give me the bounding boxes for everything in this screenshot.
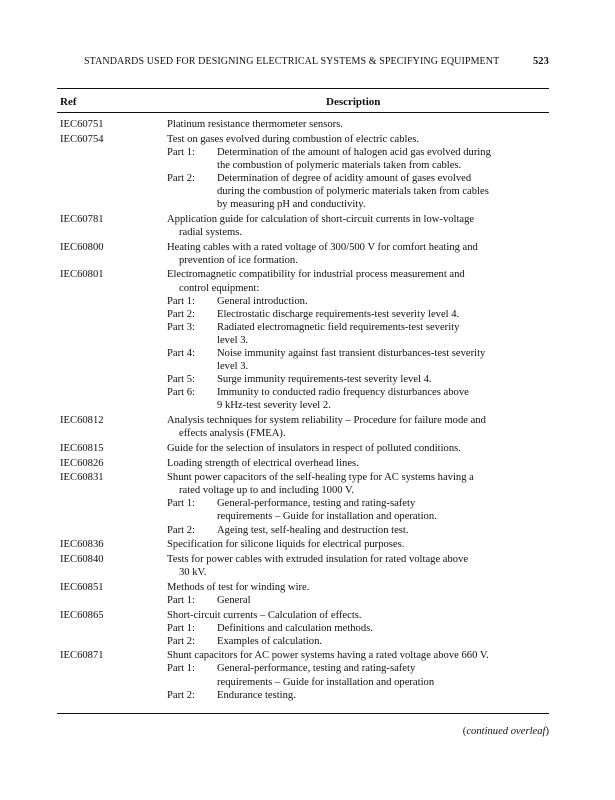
part-description: General-performance, testing and rating-safety xyxy=(217,498,416,510)
table-row-part xyxy=(60,594,550,607)
part-description: level 3. xyxy=(217,361,249,373)
table-row xyxy=(60,118,550,131)
table-row xyxy=(60,414,550,427)
standard-ref: IEC60851 xyxy=(60,581,104,593)
table-row xyxy=(60,553,550,566)
part-description: Endurance testing. xyxy=(217,689,296,701)
running-header-title: STANDARDS USED FOR DESIGNING ELECTRICAL SYSTEMS & SPECIFYING EQUIPMENT xyxy=(84,56,500,67)
part-label: Part 1: xyxy=(167,295,195,307)
table-row xyxy=(60,484,550,497)
part-label: Part 2: xyxy=(167,689,195,701)
standard-description: Platinum resistance thermometer sensors. xyxy=(167,119,343,130)
part-label: Part 1: xyxy=(167,498,195,510)
part-description: Noise immunity against fast transient disturbances-test severity xyxy=(217,347,486,359)
table-row xyxy=(60,241,550,254)
column-header-description: Description xyxy=(326,96,381,108)
table-row xyxy=(60,566,550,579)
continued-close-paren: ) xyxy=(545,726,549,737)
standard-description: rated voltage up to and including 1000 V. xyxy=(179,485,354,497)
standards-table-body xyxy=(60,118,550,703)
table-row-part xyxy=(60,689,550,702)
part-label: Part 1: xyxy=(167,663,195,675)
part-label: Part 3: xyxy=(167,321,195,333)
column-header-ref: Ref xyxy=(60,96,77,108)
part-description: Surge immunity requirements-test severity level 4. xyxy=(217,374,432,386)
part-description: Radiated electromagnetic field requirements-test severity xyxy=(217,321,460,333)
table-row-part xyxy=(60,622,550,635)
table-top-rule xyxy=(57,88,549,89)
table-row xyxy=(60,609,550,622)
page-number: 523 xyxy=(532,56,549,67)
table-row-part xyxy=(60,295,550,308)
part-label: Part 2: xyxy=(167,635,195,647)
part-description: Examples of calculation. xyxy=(217,635,323,647)
table-row xyxy=(60,213,550,226)
table-row-part xyxy=(60,146,550,159)
table-row-part xyxy=(60,676,550,689)
table-row xyxy=(60,427,550,440)
standard-description: 30 kV. xyxy=(179,567,207,579)
part-label: Part 2: xyxy=(167,172,195,184)
part-description: Immunity to conducted radio frequency disturbances above xyxy=(217,387,469,399)
part-description: during the combustion of polymeric materials taken from cables xyxy=(217,186,489,198)
table-row-part xyxy=(60,198,550,211)
table-row xyxy=(60,133,550,146)
table-row-part xyxy=(60,159,550,172)
standard-description: Electromagnetic compatibility for industrial process measurement and xyxy=(167,269,465,281)
standard-description: Test on gases evolved during combustion of electric cables. xyxy=(167,133,419,145)
standard-description: Specification for silicone liquids for electrical purposes. xyxy=(167,539,405,551)
standard-ref: IEC60754 xyxy=(60,133,104,145)
part-label: Part 4: xyxy=(167,347,195,359)
part-description: General xyxy=(217,594,251,606)
part-description: requirements – Guide for installation and operation. xyxy=(217,511,437,523)
standard-description: Methods of test for winding wire. xyxy=(167,581,310,593)
table-row-part xyxy=(60,360,550,373)
part-description: Definitions and calculation methods. xyxy=(217,622,373,634)
part-label: Part 1: xyxy=(167,146,195,158)
table-row xyxy=(60,581,550,594)
standard-description: Guide for the selection of insulators in respect of polluted conditions. xyxy=(167,442,461,454)
part-description: the combustion of polymeric materials taken from cables. xyxy=(217,159,462,171)
part-description: Determination of degree of acidity amount of gases evolved xyxy=(217,172,472,184)
table-row-part xyxy=(60,347,550,360)
part-description: level 3. xyxy=(217,334,249,346)
standard-description: control equipment: xyxy=(179,282,260,294)
part-description: General-performance, testing and rating-safety xyxy=(217,663,416,675)
table-bottom-rule xyxy=(57,713,549,714)
part-label: Part 6: xyxy=(167,387,195,399)
standard-ref: IEC60815 xyxy=(60,442,104,454)
table-row-part xyxy=(60,185,550,198)
table-row-part xyxy=(60,172,550,185)
part-description: General introduction. xyxy=(217,295,308,307)
part-label: Part 5: xyxy=(167,374,195,386)
part-description: Determination of the amount of halogen acid gas evolved during xyxy=(217,146,491,158)
standard-description: Short-circuit currents – Calculation of effects. xyxy=(167,609,362,621)
standard-description: Heating cables with a rated voltage of 300/500 V for comfort heating and xyxy=(167,241,478,253)
table-row-part xyxy=(60,373,550,386)
table-row-part xyxy=(60,635,550,648)
table-row-part xyxy=(60,497,550,510)
table-row-part xyxy=(60,386,550,399)
table-row-part xyxy=(60,321,550,334)
table-row xyxy=(60,457,550,470)
table-row xyxy=(60,649,550,662)
standard-ref: IEC60831 xyxy=(60,472,104,484)
standard-ref: IEC60840 xyxy=(60,553,104,565)
table-row xyxy=(60,254,550,267)
table-row xyxy=(60,471,550,484)
standard-ref: IEC60871 xyxy=(60,650,104,662)
standard-description: Shunt capacitors for AC power systems having a rated voltage above 660 V. xyxy=(167,650,489,662)
standard-ref: IEC60826 xyxy=(60,457,104,469)
continued-open-paren: ( xyxy=(462,726,467,737)
standard-ref: IEC60800 xyxy=(60,241,104,253)
table-row xyxy=(60,538,550,551)
table-row-part xyxy=(60,510,550,523)
standard-description: effects analysis (FMEA). xyxy=(179,428,286,440)
part-description: Ageing test, self-healing and destruction test. xyxy=(217,524,409,536)
standard-ref: IEC60801 xyxy=(60,269,104,281)
part-label: Part 2: xyxy=(167,308,195,320)
table-row xyxy=(60,282,550,295)
table-row xyxy=(60,442,550,455)
table-row xyxy=(60,268,550,281)
continued-note xyxy=(463,726,549,737)
standard-description: radial systems. xyxy=(179,226,242,238)
part-description: by measuring pH and conductivity. xyxy=(217,199,366,211)
part-label: Part 1: xyxy=(167,594,195,606)
part-description: requirements – Guide for installation and operation xyxy=(217,676,435,688)
standard-description: Loading strength of electrical overhead lines. xyxy=(167,457,359,469)
table-row-part xyxy=(60,524,550,537)
standard-description: Application guide for calculation of short-circuit currents in low-voltage xyxy=(167,213,475,225)
standard-ref: IEC60812 xyxy=(60,415,104,427)
table-row-part xyxy=(60,308,550,321)
standard-ref: IEC60836 xyxy=(60,539,104,551)
part-description: 9 kHz-test severity level 2. xyxy=(217,400,331,412)
table-row-part xyxy=(60,399,550,412)
part-label: Part 1: xyxy=(167,622,195,634)
standard-description: Shunt power capacitors of the self-healing type for AC systems having a xyxy=(167,472,474,484)
standard-description: Analysis techniques for system reliability – Procedure for failure mode and xyxy=(167,415,486,427)
table-row xyxy=(60,226,550,239)
table-header-rule xyxy=(57,112,549,113)
standard-description: Tests for power cables with extruded insulation for rated voltage above xyxy=(167,553,469,565)
table-row-part xyxy=(60,662,550,675)
standard-ref: IEC60865 xyxy=(60,609,104,621)
part-label: Part 2: xyxy=(167,524,195,536)
continued-text: continued overleaf xyxy=(466,726,546,737)
part-description: Electrostatic discharge requirements-test severity level 4. xyxy=(217,308,460,320)
standard-ref: IEC60751 xyxy=(60,119,104,130)
standard-ref: IEC60781 xyxy=(60,213,104,225)
standard-description: prevention of ice formation. xyxy=(179,254,298,266)
table-row-part xyxy=(60,334,550,347)
